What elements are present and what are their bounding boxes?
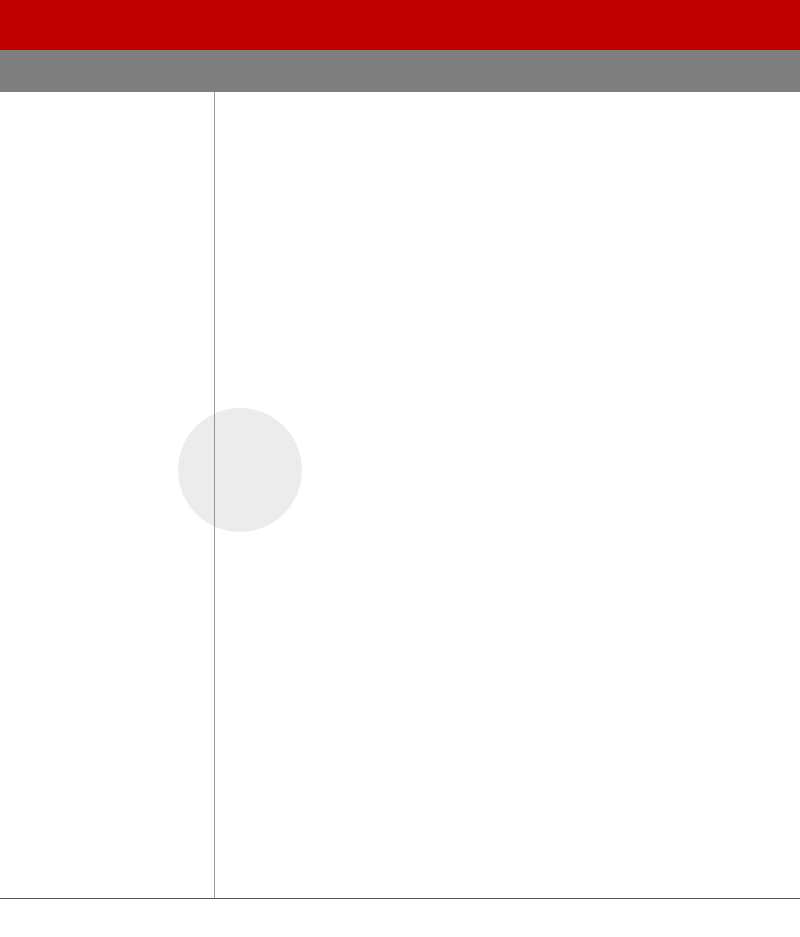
- source-note: [0, 899, 800, 937]
- watermark-logo: [170, 360, 650, 580]
- column-divider: [214, 92, 215, 898]
- header-col-financing: [214, 50, 800, 92]
- table-header: [0, 50, 800, 92]
- table-title: [0, 0, 800, 50]
- header-col-group: [0, 50, 214, 92]
